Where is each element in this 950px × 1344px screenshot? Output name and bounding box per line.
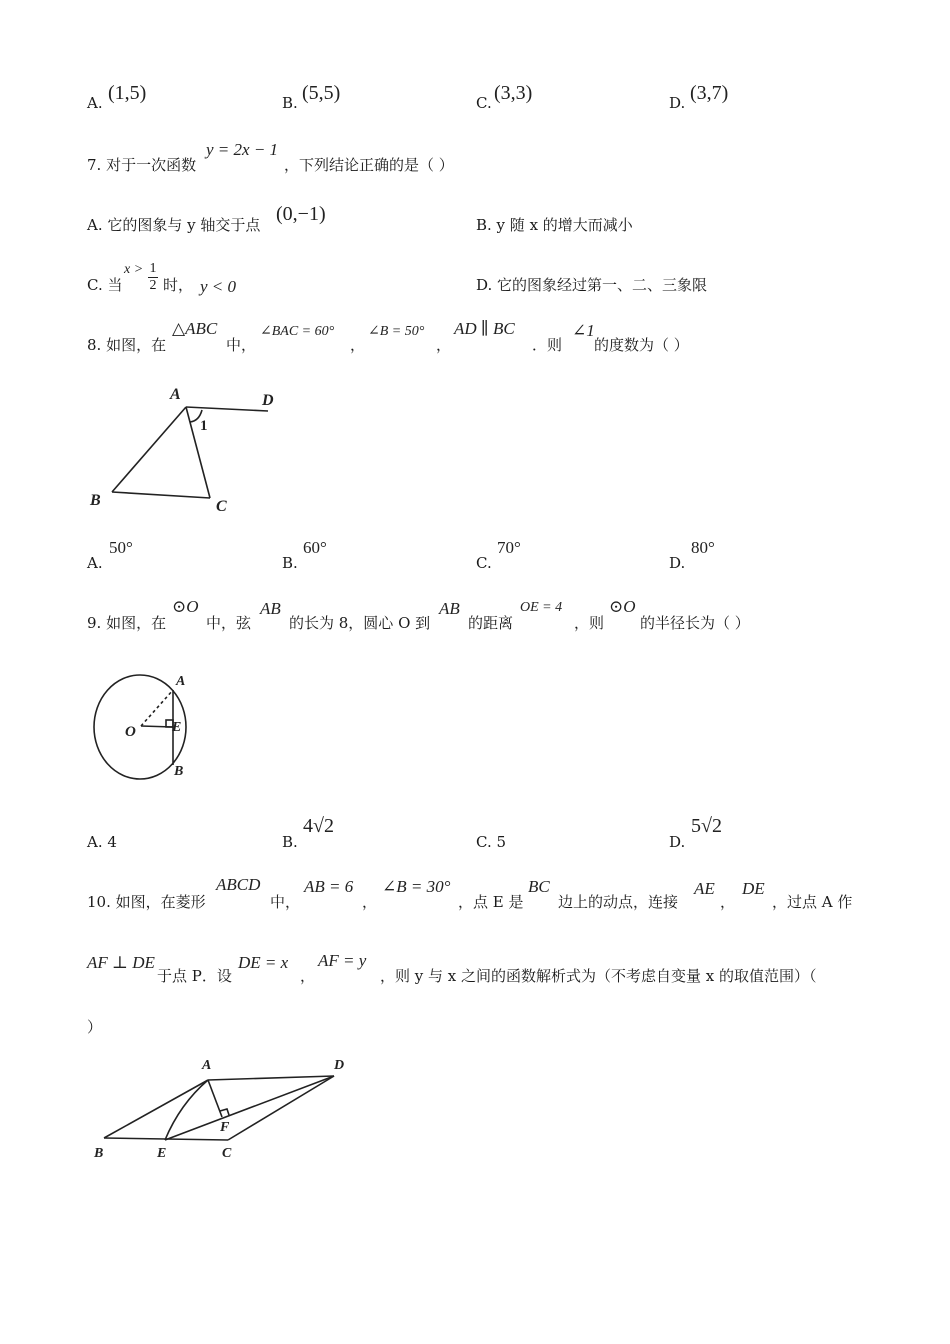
- q10-label-a: A: [202, 1058, 212, 1073]
- q8-label-d: D: [262, 392, 274, 409]
- q8-label-c: C: [216, 498, 227, 515]
- q10-b30: ∠B = 30°: [382, 877, 451, 896]
- q9-t4: ，则: [574, 614, 605, 632]
- q10-t4: ，过点 A 作: [772, 893, 853, 911]
- q9-option-b[interactable]: B.: [282, 833, 298, 851]
- option-label: B.: [282, 94, 298, 112]
- q8-option-b-value: 60°: [303, 538, 327, 557]
- q9-ab2: AB: [439, 599, 460, 618]
- q7-stem-b: ，下列结论正确的是（ ）: [284, 156, 454, 174]
- q9-oe: OE = 4: [520, 600, 563, 615]
- q7-formula: y = 2x − 1: [206, 140, 279, 159]
- q7-option-a-point: (0,−1): [276, 203, 326, 225]
- q10-label-d: D: [334, 1058, 345, 1073]
- q10-abcd: ABCD: [216, 875, 261, 894]
- q8-option-b[interactable]: B.: [282, 554, 298, 572]
- segment-ad: [208, 1076, 334, 1080]
- q6-option-c-value: (3,3): [494, 82, 533, 104]
- q6-option-a-value: (1,5): [108, 82, 147, 104]
- q10-label-e: E: [157, 1146, 167, 1161]
- q8-label-a: A: [170, 386, 181, 403]
- q7-option-c-mid: 时，: [163, 276, 194, 294]
- q8-number: 8. 如图，在: [87, 336, 167, 354]
- q7-option-a[interactable]: A. 它的图象与 y 轴交于点: [87, 216, 261, 234]
- q7-option-c-cond: x >: [124, 262, 144, 277]
- q10-comma2: ，: [720, 893, 736, 911]
- q10-label-c: C: [222, 1146, 232, 1161]
- q9-number: 9. 如图，在: [87, 614, 167, 632]
- q8-option-d-value: 80°: [691, 538, 715, 557]
- q9-ab: AB: [260, 599, 281, 618]
- fraction-numerator: 1: [149, 261, 157, 276]
- q9-label-a: A: [176, 674, 186, 689]
- q7-option-d[interactable]: D. 它的图象经过第一、二、三象限: [476, 276, 708, 294]
- q9-option-b-value: 4√2: [303, 815, 334, 837]
- q9-t5: 的半径长为（ ）: [640, 614, 750, 632]
- q9-label-o: O: [125, 724, 136, 740]
- q8-label-b: B: [90, 492, 101, 509]
- q9-option-d-value: 5√2: [691, 815, 722, 837]
- q8-option-c-value: 70°: [497, 538, 521, 557]
- q9-label-e: E: [172, 720, 182, 735]
- q9-option-c[interactable]: C. 5: [476, 833, 507, 851]
- q10-t3: 边上的动点，连接: [558, 893, 679, 911]
- segment-ae: [165, 1080, 208, 1140]
- q9-option-a[interactable]: A. 4: [87, 833, 117, 851]
- q8-parallel: AD ∥ BC: [454, 319, 515, 338]
- segment-de: [165, 1076, 334, 1140]
- q10-label-b: B: [94, 1146, 104, 1161]
- q8-option-d[interactable]: D.: [669, 554, 686, 572]
- q9-t3: 的距离: [468, 614, 514, 632]
- fraction-denominator: 2: [149, 278, 157, 293]
- q7-stem-a: 对于一次函数: [106, 156, 197, 174]
- q8-option-c[interactable]: C.: [476, 554, 492, 572]
- q6-option-d-value: (3,7): [690, 82, 729, 104]
- q9-label-b: B: [174, 764, 184, 779]
- question-number: 7.: [87, 156, 107, 174]
- q8-option-a-value: 50°: [109, 538, 133, 557]
- q9-option-d[interactable]: D.: [669, 833, 686, 851]
- q8-angle-bac: ∠BAC = 60°: [260, 324, 335, 339]
- q9-t2: 的长为 8，圆心 O 到: [289, 614, 431, 632]
- q8-dot: ．则: [532, 336, 563, 354]
- q10-de: DE: [742, 879, 765, 898]
- q10-comma1: ，: [362, 893, 378, 911]
- q10-t7: ）: [87, 1018, 103, 1036]
- q10-afy: AF = y: [318, 951, 367, 970]
- q8-mid1: 中，: [226, 336, 257, 354]
- q8-label-1: 1: [200, 418, 208, 434]
- q6-option-b-value: (5,5): [302, 82, 341, 104]
- segment-cd: [228, 1076, 334, 1140]
- q10-label-f: F: [220, 1120, 230, 1135]
- q8-triangle: △ABC: [172, 319, 218, 338]
- option-label: C.: [476, 94, 492, 112]
- q10-perp: AF ⊥ DE: [87, 953, 155, 972]
- q9-t1: 中，弦: [206, 614, 252, 632]
- q10-t6: ，则 y 与 x 之间的函数解析式为（不考虑自变量 x 的取值范围）（: [380, 967, 817, 985]
- q10-bc: BC: [528, 877, 550, 896]
- q9-circle2: ⊙O: [609, 597, 636, 616]
- q8-comma2: ，: [436, 336, 452, 354]
- q10-t1: 中，: [270, 893, 301, 911]
- q7-option-b[interactable]: B. y 随 x 的增大而减小: [476, 216, 633, 234]
- q8-angle-1: ∠1: [572, 321, 595, 340]
- q8-option-a[interactable]: A.: [87, 554, 103, 572]
- q7-option-c-result: y < 0: [200, 277, 237, 296]
- q9-circle: ⊙O: [172, 597, 199, 616]
- q10-ab6: AB = 6: [304, 877, 354, 896]
- q10-comma3: ，: [300, 967, 316, 985]
- segment-af: [208, 1080, 222, 1117]
- q10-dex: DE = x: [238, 953, 289, 972]
- q8-tail: 的度数为（ ）: [594, 336, 689, 354]
- q7-option-c[interactable]: C. 当: [87, 276, 123, 294]
- q10-ae: AE: [694, 879, 715, 898]
- q10-t2: ，点 E 是: [458, 893, 524, 911]
- option-label: A.: [87, 94, 103, 112]
- q8-comma1: ，: [350, 336, 366, 354]
- option-label: D.: [669, 94, 686, 112]
- q10-number: 10. 如图，在菱形: [87, 893, 206, 911]
- q8-angle-b: ∠B = 50°: [368, 324, 425, 339]
- q10-t5: 于点 P．设: [157, 967, 232, 985]
